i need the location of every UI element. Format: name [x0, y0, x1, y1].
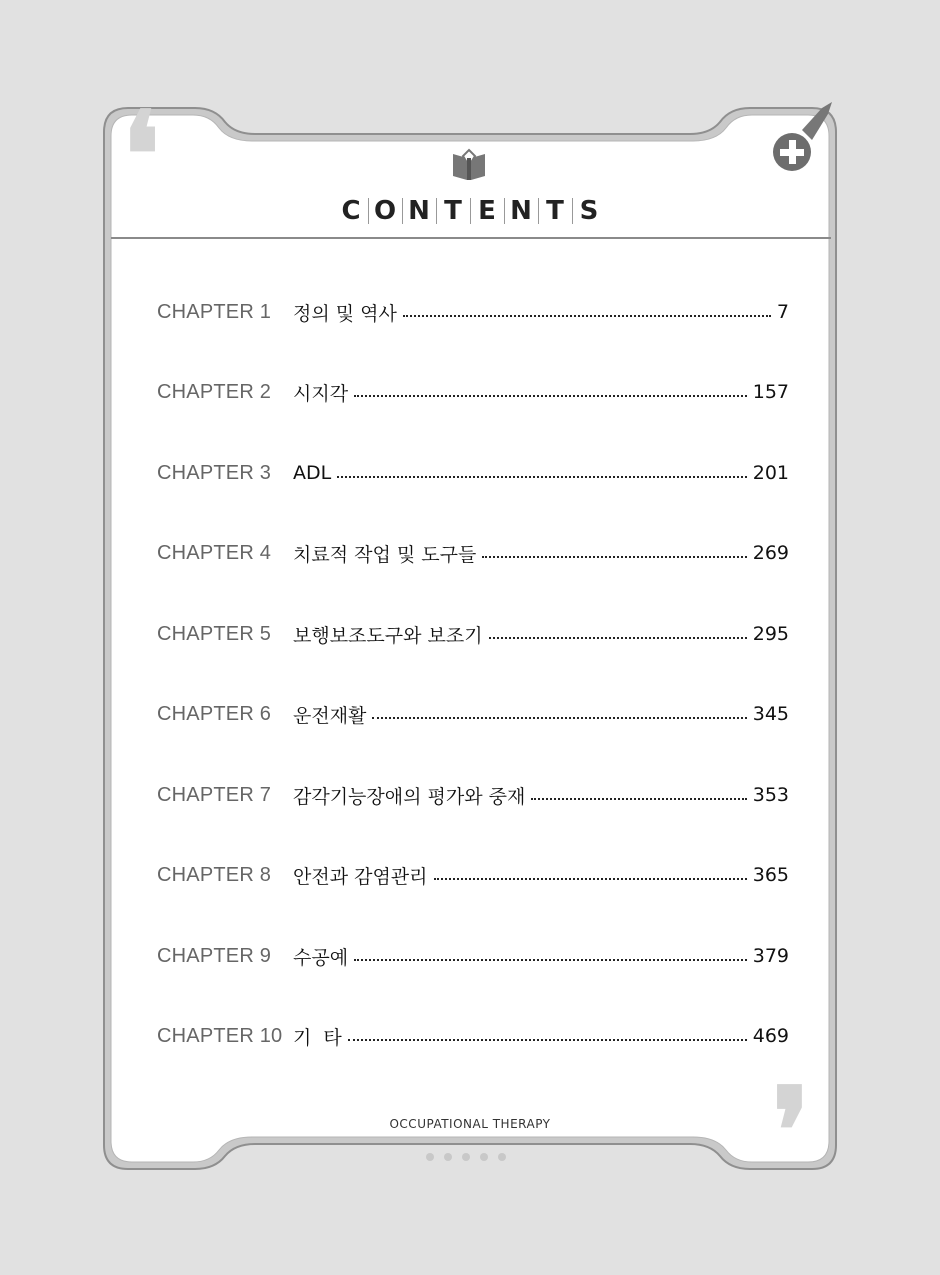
- toc-chapter-label: CHAPTER 6: [157, 702, 272, 725]
- toc-entry[interactable]: [157, 1021, 789, 1051]
- title-letter: T: [546, 196, 564, 226]
- toc-chapter-title: 시지각: [293, 382, 349, 405]
- toc-chapter-label: CHAPTER 7: [157, 783, 272, 806]
- toc-chapter-label: CHAPTER 3: [157, 461, 272, 484]
- toc-page-number: 201: [752, 462, 789, 484]
- page-dot: [498, 1153, 506, 1161]
- toc-entry[interactable]: [157, 377, 789, 407]
- toc-entry[interactable]: [157, 941, 789, 971]
- toc-entry[interactable]: [157, 297, 789, 327]
- toc-dot-leader: [372, 717, 746, 719]
- toc-chapter-title: 운전재활: [293, 704, 367, 727]
- footer-text: OCCUPATIONAL THERAPY: [389, 1117, 551, 1131]
- title-letter: E: [478, 196, 496, 226]
- toc-chapter-label: CHAPTER 9: [157, 944, 272, 967]
- toc-entry[interactable]: [157, 860, 789, 890]
- close-quote-decoration: ❜: [772, 1061, 811, 1200]
- toc-chapter-title: 정의 및 역사: [293, 302, 397, 325]
- toc-chapter-label: CHAPTER 1: [157, 300, 272, 323]
- title-letter: O: [373, 196, 397, 226]
- page-dot: [444, 1153, 452, 1161]
- toc-entry[interactable]: [157, 619, 789, 649]
- toc-dot-leader: [531, 798, 746, 800]
- toc-chapter-label: CHAPTER 8: [157, 863, 272, 886]
- book-icon: [449, 146, 489, 186]
- toc-chapter-title: 수공예: [293, 946, 349, 969]
- toc-page-number: 7: [776, 301, 789, 323]
- toc-page-number: 469: [752, 1025, 789, 1047]
- toc-chapter-label: CHAPTER 5: [157, 622, 272, 645]
- title-letter: S: [579, 196, 599, 226]
- toc-chapter-title: ADL: [293, 462, 332, 484]
- toc-chapter-title: 보행보조도구와 보조기: [293, 624, 483, 647]
- toc-dot-leader: [337, 476, 747, 478]
- toc-dot-leader: [434, 878, 747, 880]
- toc-page-number: 353: [752, 784, 789, 806]
- page-title: [0, 196, 940, 226]
- toc-chapter-title: 감각기능장애의 평가와 중재: [293, 785, 526, 808]
- toc-dot-leader: [354, 959, 747, 961]
- toc-page-number: 345: [752, 703, 789, 725]
- page-dot: [426, 1153, 434, 1161]
- plus-pencil-icon: [772, 100, 836, 172]
- page-dot: [480, 1153, 488, 1161]
- toc-chapter-title: 치료적 작업 및 도구들: [293, 543, 477, 566]
- toc-entry[interactable]: [157, 699, 789, 729]
- toc-chapter-title: 안전과 감염관리: [293, 865, 428, 888]
- page-dot: [462, 1153, 470, 1161]
- toc-dot-leader: [482, 556, 746, 558]
- toc-page-number: 295: [752, 623, 789, 645]
- toc-entry[interactable]: [157, 538, 789, 568]
- title-letter: C: [341, 196, 361, 226]
- toc-page-number: 365: [752, 864, 789, 886]
- page-dots: [426, 1153, 516, 1163]
- toc-page-number: 157: [752, 381, 789, 403]
- header-divider: [111, 237, 831, 239]
- toc-dot-leader: [403, 315, 771, 317]
- toc-entry[interactable]: [157, 458, 789, 488]
- toc-chapter-label: CHAPTER 2: [157, 380, 272, 403]
- toc-dot-leader: [354, 395, 747, 397]
- toc-chapter-title: 기 타: [293, 1026, 342, 1049]
- toc-dot-leader: [489, 637, 747, 639]
- toc-page-number: 269: [752, 542, 789, 564]
- toc-entry[interactable]: [157, 780, 789, 810]
- open-quote-decoration: ❛: [122, 85, 161, 224]
- title-letter: N: [510, 196, 532, 226]
- toc-chapter-label: CHAPTER 4: [157, 541, 272, 564]
- toc-page-number: 379: [752, 945, 789, 967]
- toc-dot-leader: [348, 1039, 747, 1041]
- title-letter: T: [444, 196, 462, 226]
- title-letter: N: [408, 196, 430, 226]
- toc-chapter-label: CHAPTER 10: [157, 1024, 283, 1047]
